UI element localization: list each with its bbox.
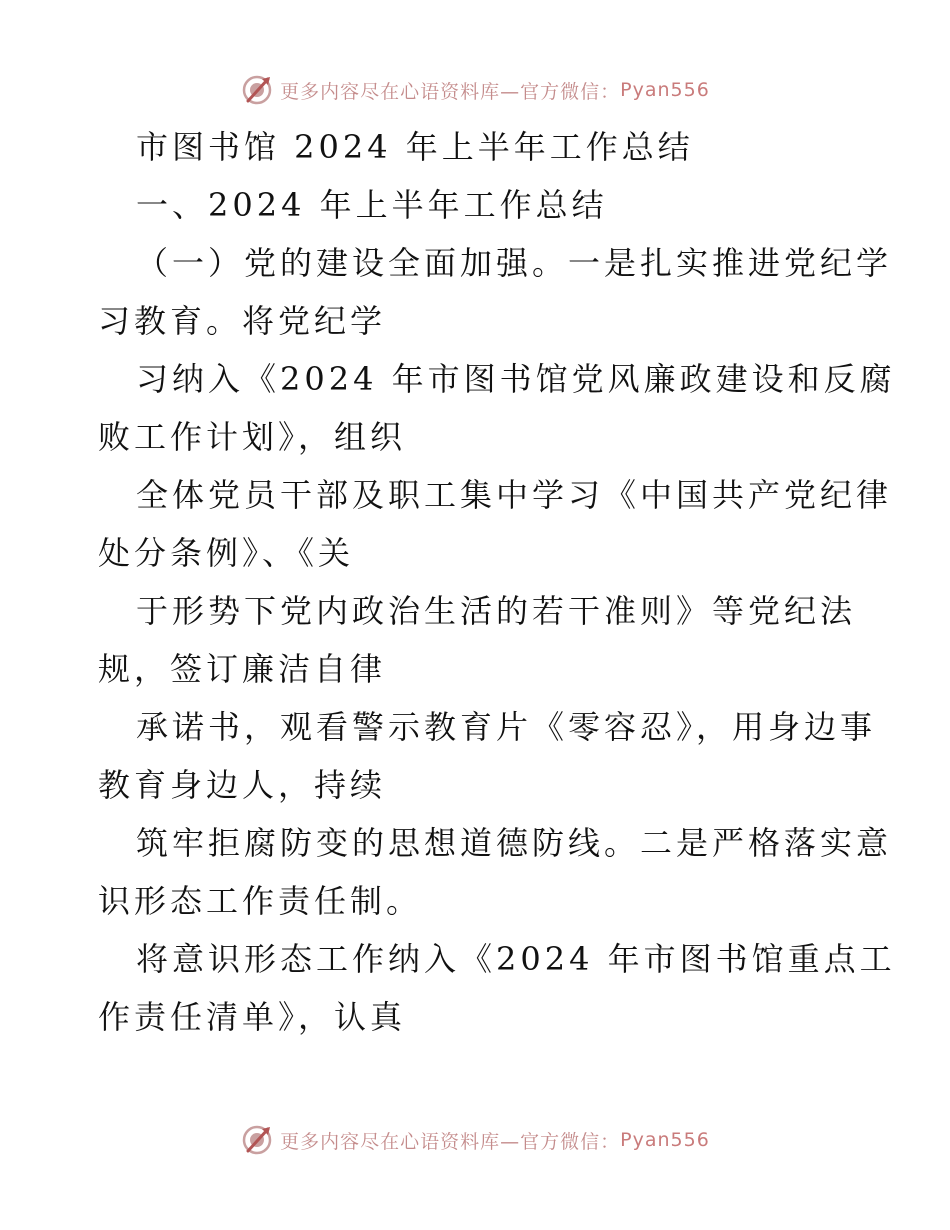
paragraph-line: 作责任清单》，认真 [98,998,407,1036]
paragraph-line: 教育身边人，持续 [98,766,387,804]
paragraph-line: （一）党的建设全面加强。一是扎实推进党纪学 [136,244,893,282]
paragraph-line: 承诺书，观看警示教育片《零容忍》，用身边事 [136,708,877,746]
paragraph-line: 识形态工作责任制。 [98,882,423,920]
watermark-text: 更多内容尽在心语资料库—官方微信： [280,1130,621,1153]
paragraph-line: 习教育。将党纪学 [98,302,387,340]
watermark-wechat-id: Pyan556 [620,1129,710,1151]
section-heading: 一、2024 年上半年工作总结 [136,186,608,224]
quill-seal-icon [240,73,274,107]
paragraph-line: 将意识形态工作纳入《2024 年市图书馆重点工 [136,940,896,978]
quill-seal-icon [240,1123,274,1157]
document-body [98,124,896,1052]
watermark-header [0,70,950,110]
paragraph-line: 习纳入《2024 年市图书馆党风廉政建设和反腐 [136,360,896,398]
paragraph-line: 筑牢拒腐防变的思想道德防线。二是严格落实意 [136,824,893,862]
paragraph-line: 败工作计划》，组织 [98,418,407,456]
watermark-footer [0,1120,950,1160]
watermark-wechat-id: Pyan556 [620,79,710,101]
paragraph-line: 处分条例》、《关 [98,534,355,572]
paragraph-line: 全体党员干部及职工集中学习《中国共产党纪律 [136,476,893,514]
paragraph-line: 于形势下党内政治生活的若干准则》等党纪法 [136,592,857,630]
doc-title: 市图书馆 2024 年上半年工作总结 [136,128,694,166]
watermark-text: 更多内容尽在心语资料库—官方微信： [280,80,621,103]
paragraph-line: 规，签订廉洁自律 [98,650,387,688]
